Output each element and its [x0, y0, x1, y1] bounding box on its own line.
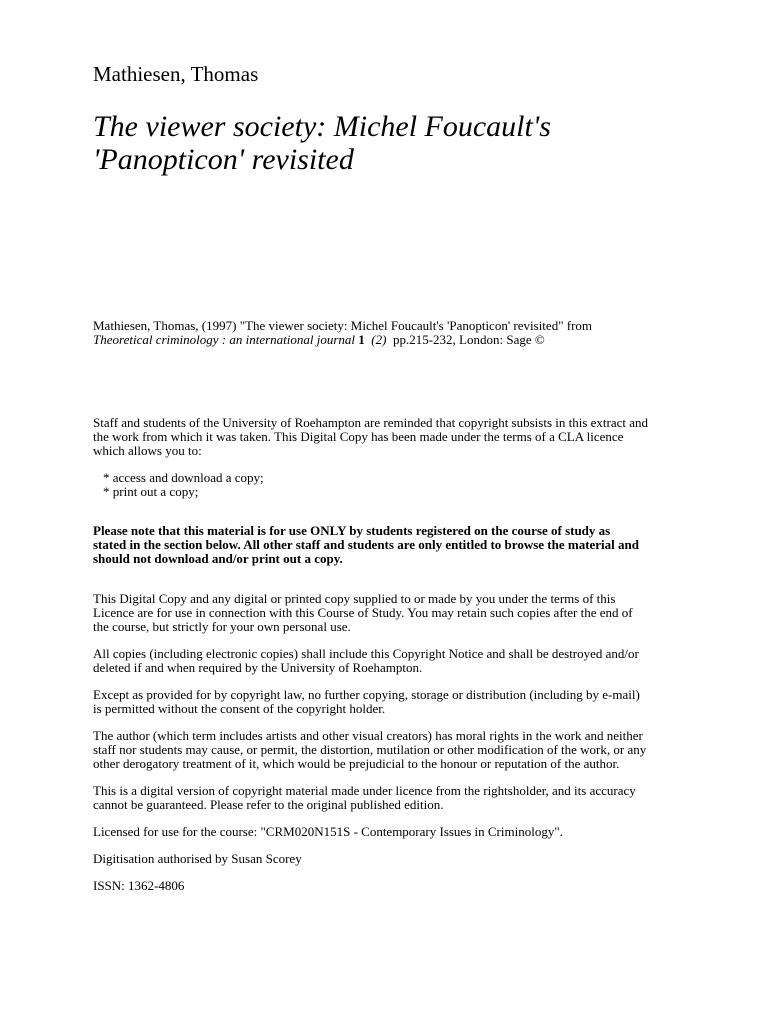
digital-copy-line-2: Licence are for use in connection with this Course of Study. You may retain such copies after the end of — [93, 605, 633, 620]
allowed-list — [93, 471, 693, 499]
digital-copy-line-3: the course, but strictly for your own personal use. — [93, 619, 351, 634]
warning-line-1: Please note that this material is for use ONLY by students registered on the course of study as — [93, 523, 611, 538]
except-paragraph — [93, 688, 693, 716]
intro-line-1: Staff and students of the University of Roehampton are reminded that copyright subsists in this extract and — [93, 415, 649, 430]
licensed-course: Licensed for use for the course: "CRM020N151S - Contemporary Issues in Criminology". — [93, 824, 563, 839]
author-rights-line-1: The author (which term includes artists and other visual creators) has moral rights in the work and neither — [93, 728, 643, 743]
digital-copy-paragraph — [93, 592, 693, 634]
except-line-2: is permitted without the consent of the copyright holder. — [93, 701, 386, 716]
pages-publisher: pp.215-232, London: Sage © — [392, 332, 545, 347]
title-line-1: The viewer society: Michel Foucault's — [93, 110, 551, 143]
document-title — [93, 110, 693, 176]
except-line-1: Except as provided for by copyright law, no further copying, storage or distribution (including by e-mail) — [93, 687, 640, 702]
intro-paragraph — [93, 416, 693, 458]
issn: ISSN: 1362-4806 — [93, 878, 185, 893]
all-copies-line-1: All copies (including electronic copies) shall include this Copyright Notice and shall be destroyed and/or — [93, 646, 639, 661]
digitisation-authorised: Digitisation authorised by Susan Scorey — [93, 851, 302, 866]
list-item: * print out a copy; — [103, 484, 199, 499]
warning-line-3: should not download and/or print out a copy. — [93, 551, 343, 566]
journal-volume: 1 — [358, 332, 365, 347]
author-name: Mathiesen, Thomas — [93, 62, 259, 86]
author-rights-line-3: other derogatory treatment of it, which would be prejudicial to the honour or reputation of the author. — [93, 756, 620, 771]
all-copies-line-2: deleted if and when required by the University of Roehampton. — [93, 660, 423, 675]
citation-line-1: Mathiesen, Thomas, (1997) "The viewer society: Michel Foucault's 'Panopticon' revisited" from — [93, 318, 593, 333]
title-line-2: 'Panopticon' revisited — [93, 143, 354, 176]
digital-version-line-2: cannot be guaranteed. Please refer to the original published edition. — [93, 797, 444, 812]
journal-issue: (2) — [371, 332, 387, 347]
warning-line-2: stated in the section below. All other staff and students are only entitled to browse the material and — [93, 537, 639, 552]
warning-paragraph — [93, 524, 693, 566]
digital-version-line-1: This is a digital version of copyright material made under licence from the rightsholder, and its accuracy — [93, 783, 636, 798]
author-rights-paragraph — [93, 729, 693, 771]
journal-name: Theoretical criminology : an international journal — [93, 332, 356, 347]
intro-line-3: which allows you to: — [93, 443, 202, 458]
intro-line-2: the work from which it was taken. This Digital Copy has been made under the terms of a CLA licence — [93, 429, 624, 444]
digital-copy-line-1: This Digital Copy and any digital or printed copy supplied to or made by you under the terms of this — [93, 591, 616, 606]
citation — [93, 319, 693, 347]
author-rights-line-2: staff nor students may cause, or permit, the distortion, mutilation or other modification of the work, or any — [93, 742, 647, 757]
digital-version-paragraph — [93, 784, 693, 812]
all-copies-paragraph — [93, 647, 693, 675]
copyright-notice — [93, 416, 693, 906]
citation-line-2 — [93, 333, 693, 347]
list-item: * access and download a copy; — [103, 470, 264, 485]
